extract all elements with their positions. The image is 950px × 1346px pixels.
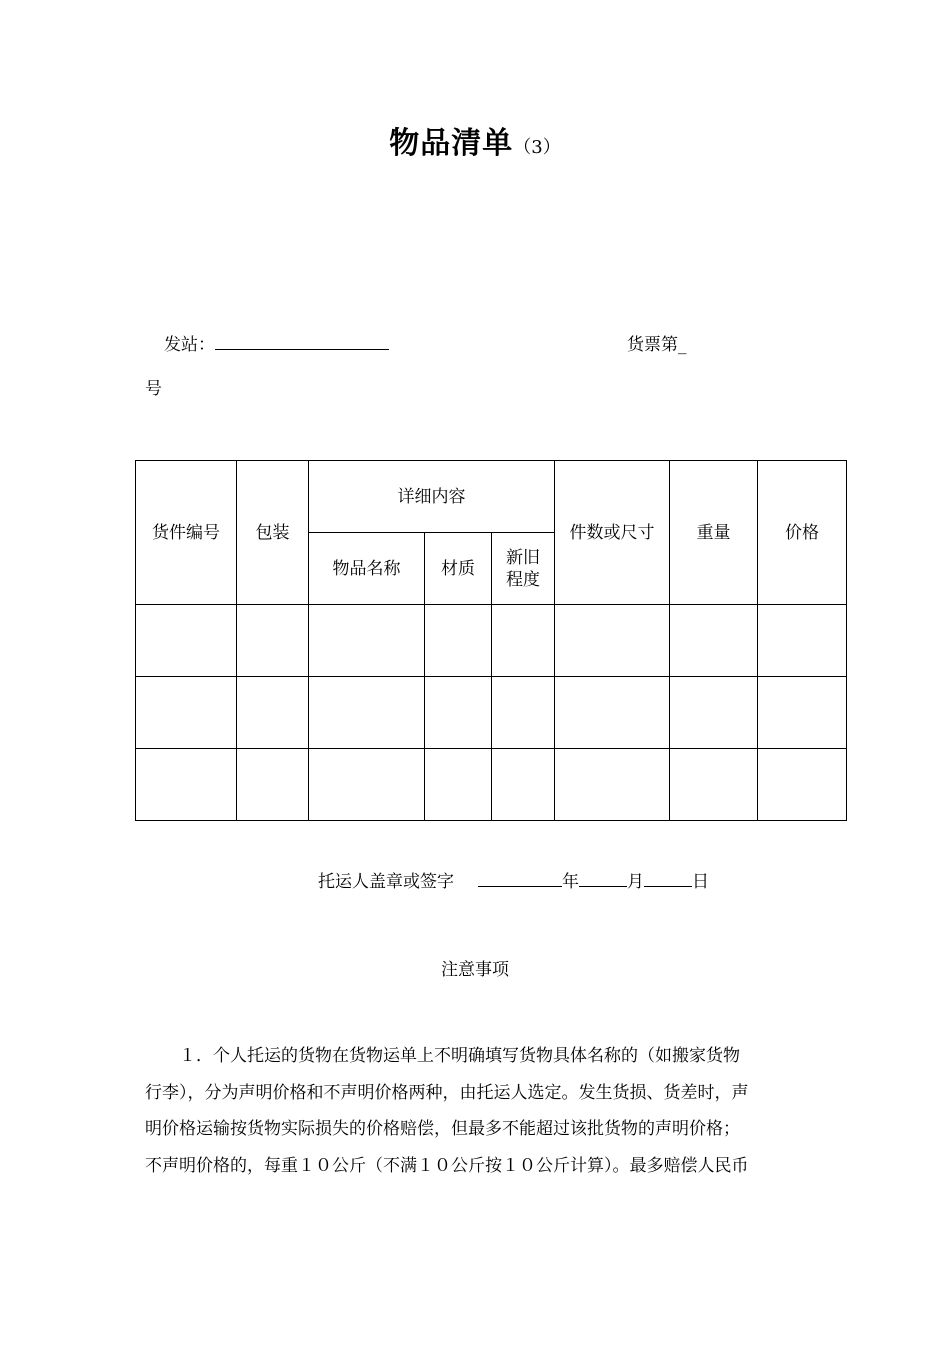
table-cell[interactable] (136, 677, 237, 749)
header-weight: 重量 (670, 461, 758, 605)
table-cell[interactable] (309, 677, 425, 749)
table-cell[interactable] (136, 605, 237, 677)
table-cell[interactable] (670, 677, 758, 749)
header-material: 材质 (425, 533, 492, 605)
signature-label: 托运人盖章或签字 (318, 872, 454, 892)
notes-line: 行李），分为声明价格和不声明价格两种，由托运人选定。发生货损、货差时，声 (145, 1082, 749, 1103)
header-condition-line1: 新旧 (506, 547, 540, 568)
table-header-row-1 (136, 461, 847, 533)
header-condition-line2: 程度 (506, 569, 540, 590)
month-blank[interactable] (579, 869, 627, 887)
table-cell[interactable] (492, 605, 555, 677)
table-cell[interactable] (237, 677, 309, 749)
table-cell[interactable] (492, 749, 555, 821)
notes-paragraph (145, 1038, 810, 1184)
month-label: 月 (627, 872, 644, 892)
station-line (164, 330, 389, 355)
goods-table (135, 460, 847, 821)
title-number: （3） (513, 137, 561, 158)
header-count: 件数或尺寸 (555, 461, 670, 605)
notes-line: 明价格运输按货物实际损失的价格赔偿，但最多不能超过该批货物的声明价格； (145, 1119, 740, 1139)
day-label: 日 (692, 872, 709, 892)
table-cell[interactable] (492, 677, 555, 749)
notes-line: 不声明价格的，每重１０公斤（不满１０公斤按１０公斤计算）。最多赔偿人民币 (145, 1155, 749, 1176)
header-packing: 包装 (237, 461, 309, 605)
table-cell[interactable] (309, 749, 425, 821)
notes-line: １．个人托运的货物在货物运单上不明确填写货物具体名称的（如搬家货物 (145, 1046, 740, 1066)
header-item-no: 货件编号 (136, 461, 237, 605)
ticket-suffix: 号 (145, 379, 162, 399)
title-main: 物品清单 (389, 126, 514, 161)
page-title (0, 118, 950, 162)
table-cell[interactable] (425, 749, 492, 821)
station-blank[interactable] (215, 332, 389, 350)
table-cell[interactable] (425, 677, 492, 749)
table-row (136, 677, 847, 749)
header-details: 详细内容 (309, 461, 555, 533)
ticket-label: 货票第_ (627, 335, 687, 355)
table-cell[interactable] (237, 605, 309, 677)
table-cell[interactable] (136, 749, 237, 821)
notes-heading: 注意事项 (441, 960, 509, 980)
table-cell[interactable] (670, 605, 758, 677)
year-blank[interactable] (478, 869, 562, 887)
table-cell[interactable] (425, 605, 492, 677)
header-condition (492, 533, 555, 605)
station-label: 发站： (164, 335, 215, 355)
table-cell[interactable] (758, 605, 847, 677)
table-row (136, 605, 847, 677)
table-cell[interactable] (555, 677, 670, 749)
header-price: 价格 (758, 461, 847, 605)
table-cell[interactable] (555, 749, 670, 821)
table-row (136, 749, 847, 821)
table-cell[interactable] (670, 749, 758, 821)
day-blank[interactable] (644, 869, 692, 887)
table-cell[interactable] (758, 749, 847, 821)
year-label: 年 (562, 872, 579, 892)
table-cell[interactable] (758, 677, 847, 749)
signature-line (318, 867, 709, 892)
table-cell[interactable] (237, 749, 309, 821)
table-cell[interactable] (309, 605, 425, 677)
table-cell[interactable] (555, 605, 670, 677)
header-name: 物品名称 (309, 533, 425, 605)
